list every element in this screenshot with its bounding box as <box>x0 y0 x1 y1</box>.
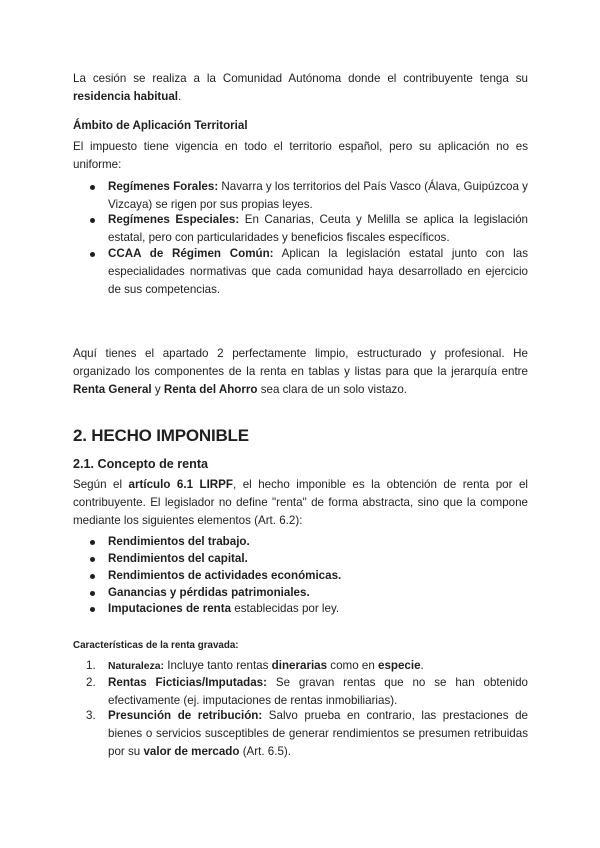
caracteristica-3-text-2: (Art. 6.5). <box>239 745 292 758</box>
note-bold-2: Renta del Ahorro <box>163 383 258 396</box>
ambito-item-2 <box>108 211 528 247</box>
ambito-item-3-text: Aplican la legislación estatal junto con las especialidades normativas que cada comunidad haya desarrollado en ejercicio de sus competencias. <box>108 247 528 296</box>
note-text-3: sea clara de un solo vistazo. <box>257 383 407 396</box>
caracteristicas-title: Características de la renta gravada: <box>73 640 239 651</box>
element-item-5 <box>108 600 528 618</box>
element-item-3-bold: Rendimientos de actividades económicas. <box>108 569 342 582</box>
bullet-icon <box>90 607 95 612</box>
section-text-1: Según el <box>73 478 129 491</box>
note-bold-1: Renta General <box>73 383 152 396</box>
bullet-icon <box>90 591 95 596</box>
caracteristica-item-2 <box>86 674 529 710</box>
element-item-5-bold: Imputaciones de renta <box>108 602 232 615</box>
ambito-item-2-text: En Canarias, Ceuta y Melilla se aplica la legislación estatal, pero con particularidades y beneficios fiscales específicos. <box>108 213 528 244</box>
section-paragraph <box>73 476 528 530</box>
element-item-4-bold: Ganancias y pérdidas patrimoniales. <box>108 586 310 599</box>
caracteristica-2-bold-1: Rentas Ficticias/Imputadas: <box>108 676 267 689</box>
bullet-icon <box>90 540 95 545</box>
element-item-5-text: establecidas por ley. <box>231 602 340 615</box>
bullet-icon <box>90 185 95 190</box>
bullet-icon <box>90 557 95 562</box>
ambito-item-2-bold: Regímenes Especiales: <box>108 213 240 226</box>
caracteristica-1-text-1: Incluye tanto rentas <box>164 659 272 672</box>
caracteristica-1-bold-2: dinerarias <box>271 659 328 672</box>
caracteristica-num-1: 1. <box>86 659 96 672</box>
intro-bold: residencia habitual <box>73 90 179 103</box>
caracteristica-3-text-1: Salvo prueba en contrario, las prestaciones de bienes o servicios susceptibles de generar rendimientos se presumen retribuidas por su <box>108 709 528 758</box>
note-paragraph <box>73 345 528 399</box>
section-title: 2. HECHO IMPONIBLE <box>73 426 249 445</box>
caracteristica-1-text-3: . <box>420 659 424 672</box>
ambito-item-3 <box>108 245 528 299</box>
caracteristica-item-3 <box>86 707 528 761</box>
section-text-2: , el hecho imponible es la obtención de renta por el contribuyente. El legislador no define "renta" de forma abstracta, sino que la compone mediante los siguientes elementos (Art. 6.2): <box>73 478 528 527</box>
element-item-1 <box>108 533 528 551</box>
element-item-2-bold: Rendimientos del capital. <box>108 552 248 565</box>
ambito-item-1-text: Navarra y los territorios del País Vasco (Álava, Guipúzcoa y Vizcaya) se rigen por sus propias leyes. <box>108 180 528 211</box>
caracteristica-1-bold-3: especie <box>378 659 421 672</box>
ambito-item-1 <box>108 178 528 214</box>
ambito-item-1-bold: Regímenes Forales: <box>108 180 219 193</box>
section-subtitle: 2.1. Concepto de renta <box>73 457 209 471</box>
caracteristica-3-bold-1: Presunción de retribución: <box>108 709 263 722</box>
element-item-2 <box>108 550 528 568</box>
intro-paragraph <box>73 70 528 106</box>
caracteristica-num-2: 2. <box>86 676 96 689</box>
bullet-icon <box>90 574 95 579</box>
intro-end: . <box>178 90 182 103</box>
caracteristica-2-text-1: Se gravan rentas que no se han obtenido efectivamente (ej. imputaciones de rentas inmobiliarias). <box>108 676 529 707</box>
section-bold-1: artículo 6.1 LIRPF <box>128 478 233 491</box>
ambito-item-3-bold: CCAA de Régimen Común: <box>108 247 274 260</box>
caracteristica-1-bold-1: Naturaleza: <box>108 661 165 672</box>
ambito-text: El impuesto tiene vigencia en todo el territorio español, pero su aplicación no es uniforme: <box>73 140 528 171</box>
bullet-icon <box>90 218 95 223</box>
caracteristica-num-3: 3. <box>86 709 96 722</box>
element-item-1-bold: Rendimientos del trabajo. <box>108 535 250 548</box>
element-item-3 <box>108 567 528 585</box>
intro-text: La cesión se realiza a la Comunidad Autónoma donde el contribuyente tenga su <box>73 72 528 85</box>
bullet-icon <box>90 252 95 257</box>
caracteristica-1-text-2: como en <box>327 659 378 672</box>
caracteristica-3-bold-2: valor de mercado <box>143 745 240 758</box>
ambito-title: Ámbito de Aplicación Territorial <box>73 119 248 132</box>
note-text-2: y <box>151 383 164 396</box>
note-text-1: Aquí tienes el apartado 2 perfectamente limpio, estructurado y profesional. He organizado los componentes de la renta en tablas y listas para que la jerarquía entre <box>73 347 528 378</box>
